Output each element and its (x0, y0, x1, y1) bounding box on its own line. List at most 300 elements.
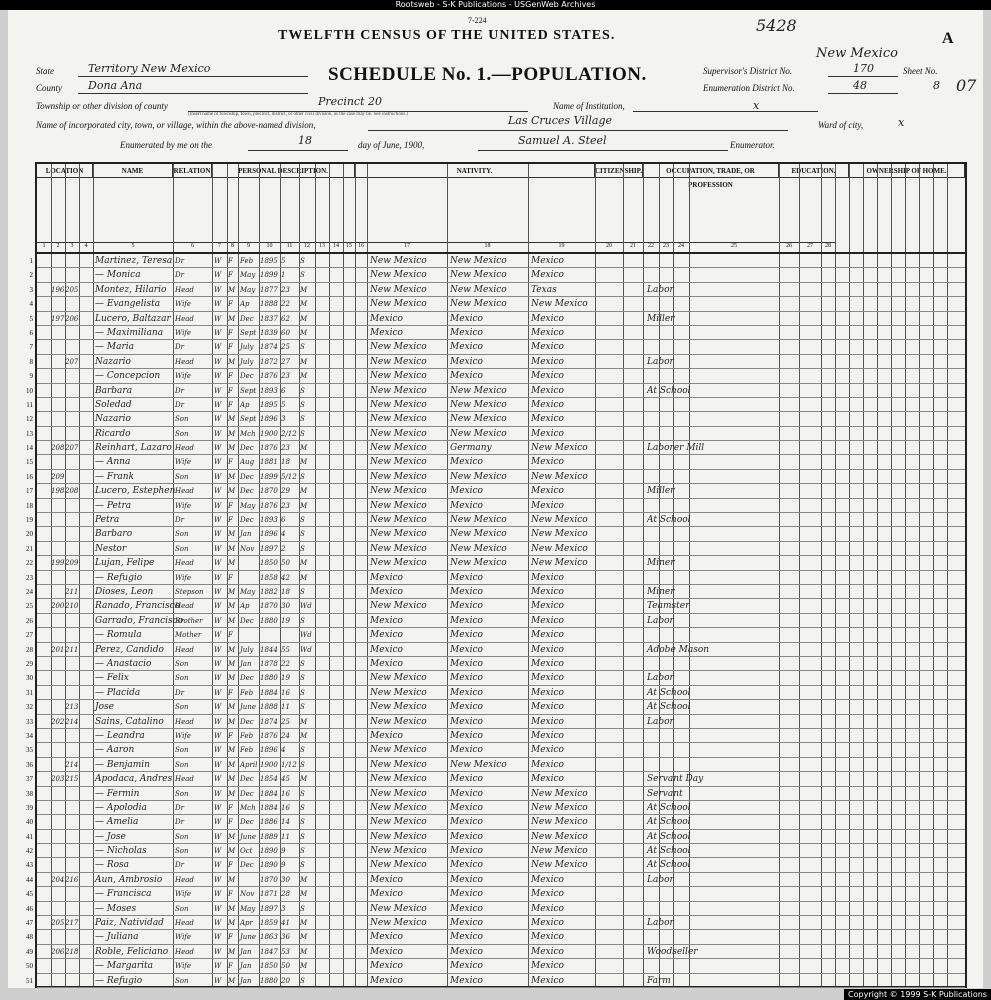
cell-p1: New Mexico (370, 529, 427, 540)
cell-age: 30 (281, 875, 290, 884)
cell-name: Lucero, Estephen (95, 486, 176, 497)
cell-mo: Dec (240, 314, 254, 323)
cell-p2: New Mexico (450, 270, 507, 281)
line-number: 35 (26, 746, 33, 755)
cell-occ: Laborer Mill (647, 443, 705, 454)
cell-rel: Head (175, 875, 194, 884)
cell-ms: S (300, 400, 305, 409)
cell-sex: M (228, 847, 236, 856)
cell-yr: 1884 (260, 688, 278, 697)
cell-rel: Son (175, 904, 189, 913)
cell-occ: At School (647, 860, 691, 871)
cell-occ: Servant Day (647, 774, 704, 785)
enum-district-label: Enumeration District No. (703, 83, 795, 93)
line-number: 1 (29, 257, 33, 265)
cell-p2: New Mexico (450, 414, 507, 425)
line-number: 15 (26, 458, 33, 467)
column-number: 24 (673, 242, 689, 252)
cell-dw: 201 (51, 645, 65, 654)
cell-p3: Mexico (531, 572, 564, 583)
page-stamp: 5428 (756, 16, 797, 35)
institution-mark: x (753, 99, 760, 112)
cell-p1: New Mexico (370, 918, 427, 929)
cell-col: W (214, 645, 222, 654)
county-label: County (36, 83, 62, 93)
cell-p3: Mexico (531, 774, 564, 785)
cell-rel: Wife (175, 573, 192, 582)
cell-name: Ranado, Francisco (95, 601, 181, 612)
table-row (26, 542, 965, 556)
cell-p2: New Mexico (450, 471, 507, 482)
cell-mo: Dec (240, 818, 254, 827)
cell-sex: M (228, 674, 236, 683)
cell-yr: 1880 (260, 976, 278, 985)
cell-age: 22 (281, 659, 290, 668)
cell-mo: July (240, 343, 254, 352)
cell-mo: Sept (240, 386, 257, 395)
cell-sex: F (228, 372, 233, 381)
cell-ms: M (300, 444, 308, 453)
cell-fm: 209 (65, 559, 79, 568)
cell-sex: M (228, 947, 236, 956)
cell-col: W (214, 976, 222, 985)
cell-mo: Dec (240, 444, 254, 453)
line-number: 28 (26, 645, 33, 654)
cell-p1: New Mexico (370, 774, 427, 785)
census-sheet (8, 10, 983, 988)
cell-dw: 197 (51, 314, 65, 323)
cell-yr: 1859 (260, 919, 278, 928)
cell-sex: M (228, 717, 236, 726)
cell-col: W (214, 962, 222, 971)
cell-ms: M (300, 962, 308, 971)
cell-p2: Mexico (450, 572, 483, 583)
cell-p1: New Mexico (370, 802, 427, 813)
cell-dw: 202 (51, 717, 65, 726)
cell-p1: Mexico (370, 730, 403, 741)
cell-fm (65, 499, 79, 513)
cell-dw (51, 427, 65, 441)
cell-yr: 1878 (260, 659, 278, 668)
line-number: 2 (29, 271, 33, 280)
cell-age: 3 (281, 415, 286, 424)
cell-fm (65, 527, 79, 541)
table-row (26, 715, 965, 729)
cell-occ: Labor (647, 716, 674, 727)
cell-p2: Mexico (450, 702, 483, 713)
cell-age: 4 (281, 746, 286, 755)
cell-dw (51, 801, 65, 815)
cell-p1: New Mexico (370, 745, 427, 756)
cell-ms: M (300, 890, 308, 899)
table-row (26, 484, 965, 498)
line-number: 30 (26, 674, 33, 683)
cell-mo: Dec (240, 717, 254, 726)
cell-name: Nazario (95, 414, 131, 425)
cell-yr: 1899 (260, 271, 278, 280)
cell-p2: Mexico (450, 730, 483, 741)
cell-occ: Labor (647, 918, 674, 929)
cell-p2: Mexico (450, 615, 483, 626)
cell-col: W (214, 300, 222, 309)
cell-sex: M (228, 919, 236, 928)
line-number: 41 (26, 832, 33, 841)
cell-sex: F (228, 573, 233, 582)
cell-dw: 196 (51, 285, 65, 294)
cell-fm: 218 (65, 947, 79, 956)
cell-p3: Mexico (531, 918, 564, 929)
cell-fm (65, 902, 79, 916)
cell-ms: S (300, 516, 305, 525)
cell-sex: F (228, 386, 233, 395)
line-number: 8 (29, 357, 33, 366)
cell-p1: New Mexico (370, 443, 427, 454)
cell-age: 62 (281, 314, 290, 323)
enumerator-label: Enumerator. (730, 140, 775, 150)
cell-fm: 205 (65, 285, 79, 294)
column-group-header: NAME (93, 164, 173, 178)
column-number: 22 (643, 242, 659, 252)
cell-dw (51, 887, 65, 901)
cell-p2: New Mexico (450, 428, 507, 439)
cell-name: — Benjamin (95, 759, 150, 770)
table-row (26, 945, 965, 959)
cell-yr: 1888 (260, 300, 278, 309)
cell-rel: Dr (175, 803, 184, 812)
column-group-header: OCCUPATION, TRADE, OR PROFESSION (643, 164, 779, 178)
cell-p1: Mexico (370, 572, 403, 583)
cell-ms: M (300, 357, 308, 366)
enumerated-label: Enumerated by me on the (120, 140, 212, 150)
cell-col: W (214, 516, 222, 525)
cell-mo (240, 556, 259, 570)
cell-ms: S (300, 703, 305, 712)
line-number: 42 (26, 847, 33, 856)
cell-p1: New Mexico (370, 500, 427, 511)
cell-age: 11 (281, 703, 290, 712)
cell-mo: Mch (240, 429, 256, 438)
cell-yr: 1876 (260, 444, 278, 453)
cell-p3: Mexico (531, 601, 564, 612)
cell-sex: F (228, 271, 233, 280)
cell-yr: 1877 (260, 285, 278, 294)
cell-p3: Mexico (531, 270, 564, 281)
table-row (26, 772, 965, 786)
cell-occ: Woodseller (647, 946, 698, 957)
cell-rel: Head (175, 775, 194, 784)
cell-fm: 214 (65, 760, 79, 769)
cell-sex: M (228, 832, 236, 841)
cell-rel: Dr (175, 386, 184, 395)
cell-ms: M (300, 314, 308, 323)
table-row (26, 959, 965, 973)
cell-fm (65, 657, 79, 671)
cell-rel: Dr (175, 257, 184, 265)
cell-sex: F (228, 731, 233, 740)
cell-rel: Brother (175, 616, 203, 625)
cell-p3: New Mexico (531, 860, 588, 871)
cell-p3: Mexico (531, 730, 564, 741)
cell-occ (647, 743, 777, 757)
archive-banner: Rootsweb - S-K Publications - USGenWeb Archives (0, 0, 991, 10)
cell-p3: Mexico (531, 587, 564, 598)
cell-yr: 1870 (260, 487, 278, 496)
cell-ms: S (300, 861, 305, 870)
cell-age: 53 (281, 947, 290, 956)
cell-sex: M (228, 616, 236, 625)
cell-ms: S (300, 847, 305, 856)
cell-rel: Son (175, 674, 189, 683)
column-number: 28 (821, 242, 835, 252)
cell-age: 14 (281, 818, 290, 827)
cell-p2: New Mexico (450, 558, 507, 569)
line-number: 34 (26, 731, 33, 740)
cell-yr: 1881 (260, 458, 278, 467)
cell-p2: Mexico (450, 371, 483, 382)
cell-name: — Jose (95, 831, 126, 842)
cell-sex: M (228, 976, 236, 985)
cell-p3: Mexico (531, 745, 564, 756)
cell-fm (65, 326, 79, 340)
cell-name: — Maria (95, 342, 134, 353)
cell-rel: Head (175, 487, 194, 496)
cell-dw (51, 297, 65, 311)
line-number: 48 (26, 933, 33, 942)
cell-occ (647, 455, 777, 469)
cell-fm (65, 254, 79, 268)
cell-col: W (214, 602, 222, 611)
cell-p2: Mexico (450, 673, 483, 684)
cell-sex: F (228, 688, 233, 697)
cell-rel: Son (175, 415, 189, 424)
cell-col: W (214, 386, 222, 395)
cell-mo: June (240, 832, 256, 841)
cell-mo: Jan (240, 530, 252, 539)
cell-rel: Son (175, 746, 189, 755)
cell-p2: Mexico (450, 802, 483, 813)
cell-col: W (214, 847, 222, 856)
cell-ms: S (300, 530, 305, 539)
cell-yr: 1884 (260, 789, 278, 798)
cell-dw (51, 384, 65, 398)
table-row (26, 815, 965, 829)
cell-fm: 214 (65, 717, 79, 726)
cell-p1: Mexico (370, 961, 403, 972)
cell-yr: 1897 (260, 544, 278, 553)
cell-name: Petra (95, 515, 120, 526)
cell-p1: Mexico (370, 615, 403, 626)
cell-mo: July (240, 357, 254, 366)
table-row (26, 830, 965, 844)
cell-occ: At School (647, 702, 691, 713)
cell-sex: M (228, 544, 236, 553)
cell-yr: 1874 (260, 717, 278, 726)
cell-occ: Miner (647, 587, 675, 598)
cell-p1: New Mexico (370, 716, 427, 727)
cell-p2: Mexico (450, 874, 483, 885)
cell-p3: Mexico (531, 961, 564, 972)
cell-name: — Francisca (95, 889, 152, 900)
cell-occ (647, 340, 777, 354)
cell-age: 25 (281, 717, 290, 726)
cell-p3: Mexico (531, 932, 564, 943)
cell-age: 19 (281, 616, 290, 625)
cell-occ: Miner (647, 558, 675, 569)
cell-p1: Mexico (370, 630, 403, 641)
cell-ms: M (300, 919, 308, 928)
line-number: 46 (26, 904, 33, 913)
cell-age: 16 (281, 789, 290, 798)
cell-rel: Head (175, 559, 194, 568)
cell-yr: 1850 (260, 962, 278, 971)
cell-col: W (214, 890, 222, 899)
cell-occ (647, 902, 777, 916)
column-group-header: LOCATION (37, 164, 93, 178)
cell-col: W (214, 659, 222, 668)
cell-age: 60 (281, 328, 290, 337)
cell-mo: Mch (240, 803, 256, 812)
table-row (29, 254, 965, 268)
cell-fm (65, 858, 79, 872)
cell-yr: 1893 (260, 386, 278, 395)
cell-p3: Mexico (531, 385, 564, 396)
cell-name: — Petra (95, 500, 132, 511)
cell-col: W (214, 400, 222, 409)
cell-occ: At School (647, 515, 691, 526)
line-number: 40 (26, 818, 33, 827)
column-number: 27 (799, 242, 821, 252)
cell-p2: Mexico (450, 587, 483, 598)
cell-age: 42 (281, 573, 290, 582)
cell-p3: New Mexico (531, 543, 588, 554)
cell-rel: Son (175, 703, 189, 712)
cell-p1: New Mexico (370, 558, 427, 569)
cell-sex: F (228, 501, 233, 510)
cell-p3: Mexico (531, 371, 564, 382)
cell-mo: July (240, 645, 254, 654)
cell-mo: Ap (240, 300, 250, 309)
state-label: State (36, 66, 54, 76)
cell-sex: M (228, 530, 236, 539)
line-number: 44 (26, 875, 33, 884)
cell-mo: Jan (240, 947, 252, 956)
cell-dw: 208 (51, 444, 65, 453)
cell-p2: Mexico (450, 342, 483, 353)
table-row (26, 657, 965, 671)
cell-dw: 205 (51, 919, 65, 928)
cell-col: W (214, 933, 222, 942)
cell-age: 22 (281, 300, 290, 309)
cell-sex: F (228, 962, 233, 971)
cell-rel: Son (175, 847, 189, 856)
cell-occ (647, 326, 777, 340)
line-number: 17 (26, 487, 33, 496)
cell-p2: Mexico (450, 356, 483, 367)
cell-p2: Mexico (450, 961, 483, 972)
line-number: 22 (26, 559, 33, 568)
cell-age: 23 (281, 372, 290, 381)
cell-yr: 1872 (260, 357, 278, 366)
cell-fm (65, 628, 79, 642)
cell-fm: 217 (65, 919, 79, 928)
cell-occ (647, 499, 777, 513)
cell-dw (51, 729, 65, 743)
cell-ms: M (300, 372, 308, 381)
table-row (26, 916, 965, 930)
cell-name: — Anna (95, 457, 131, 468)
cell-fm (65, 412, 79, 426)
supervisor-value: 170 (853, 62, 874, 75)
copyright-notice: Copyright © 1999 S-K Publications (844, 989, 991, 1000)
cell-p2: Mexico (450, 774, 483, 785)
cell-p1: Mexico (370, 313, 403, 324)
cell-dw (51, 614, 65, 628)
cell-p2: Mexico (450, 658, 483, 669)
cell-occ (647, 758, 777, 772)
cell-age: 16 (281, 803, 290, 812)
cell-dw (51, 844, 65, 858)
cell-dw (51, 743, 65, 757)
cell-rel: Dr (175, 400, 184, 409)
cell-p3: Mexico (531, 687, 564, 698)
cell-col: W (214, 314, 222, 323)
cell-dw (51, 902, 65, 916)
cell-mo: Dec (240, 616, 254, 625)
cell-mo: Nov (240, 544, 255, 553)
cell-occ: Labor (647, 874, 674, 885)
cell-p2: New Mexico (450, 284, 507, 295)
cell-yr: 1895 (260, 400, 278, 409)
cell-yr: 1896 (260, 530, 278, 539)
column-number: 12 (299, 242, 315, 252)
cell-rel: Wife (175, 328, 192, 337)
cell-name: Paiz, Natividad (95, 918, 164, 929)
cell-sex: M (228, 875, 236, 884)
cell-fm (65, 801, 79, 815)
cell-ms: S (300, 472, 305, 481)
line-number: 13 (26, 429, 33, 438)
cell-age: 50 (281, 559, 290, 568)
cell-p2: Mexico (450, 601, 483, 612)
cell-p1: New Mexico (370, 385, 427, 396)
cell-p1: New Mexico (370, 687, 427, 698)
cell-fm (65, 787, 79, 801)
cell-fm (65, 297, 79, 311)
cell-age: 1 (281, 271, 286, 280)
cell-p3: Mexico (531, 946, 564, 957)
column-number: 26 (779, 242, 799, 252)
line-number: 37 (26, 775, 33, 784)
cell-name: — Leandra (95, 730, 145, 741)
cell-ms: M (300, 717, 308, 726)
cell-col: W (214, 947, 222, 956)
table-row (26, 585, 965, 599)
cell-occ: Miller (647, 313, 675, 324)
cell-dw: 204 (51, 875, 65, 884)
cell-dw (51, 858, 65, 872)
cell-fm: 216 (65, 875, 79, 884)
cell-mo: Dec (240, 775, 254, 784)
cell-p3: Mexico (531, 644, 564, 655)
cell-ms: M (300, 559, 308, 568)
cell-yr: 1876 (260, 501, 278, 510)
cell-ms: S (300, 832, 305, 841)
cell-sex: F (228, 300, 233, 309)
cell-p2: New Mexico (450, 543, 507, 554)
cell-dw (51, 815, 65, 829)
cell-p3: Mexico (531, 486, 564, 497)
cell-p1: Mexico (370, 327, 403, 338)
